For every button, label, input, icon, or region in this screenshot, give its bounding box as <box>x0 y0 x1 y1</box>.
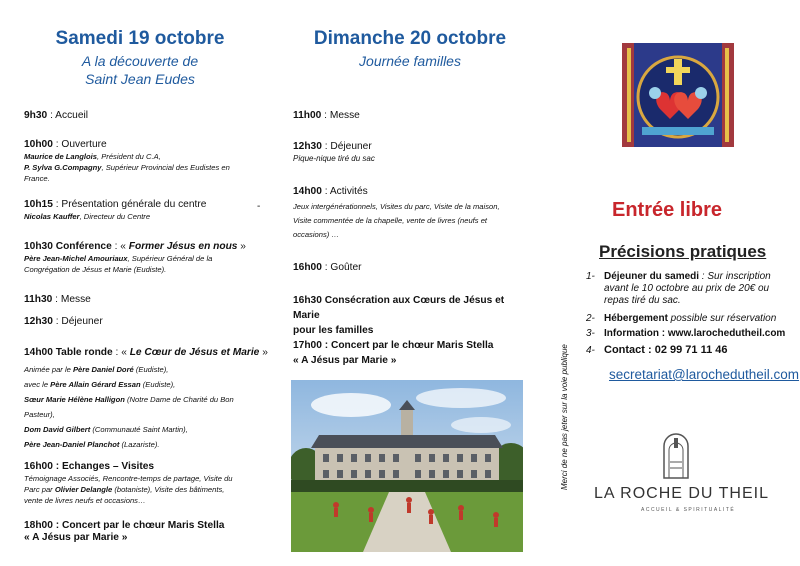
sun-event-messe: 11h00 : Messe <box>293 110 360 121</box>
saturday-subtitle-2: Saint Jean Eudes <box>85 71 195 87</box>
precisions-title: Précisions pratiques <box>599 242 767 261</box>
sat-event-dejeuner: 12h30 : Déjeuner <box>24 316 103 327</box>
item-3-num: 3- <box>586 328 595 339</box>
item-1: Déjeuner du samedi : Sur inscription avant le 10 octobre au prix de 20€ ou repas tiré du sac. <box>604 271 771 306</box>
dash-mark: - <box>257 201 261 212</box>
sat-event-ouverture: 10h00 : Ouverture Maurice de Langlois, Président du C.A, P. Sylva G.Compagny, Supérieur Provincial des Eudistes en France. <box>24 139 230 183</box>
sunday-subtitle: Journée familles <box>359 53 461 69</box>
logo-tagline: ACCUEIL & SPIRITUALITÉ <box>641 507 736 513</box>
sun-event-activites: 14h00 : Activités Jeux intergénérationnels, Visites du parc, Visite de la maison, Visite commentée de la chapelle, vente de livres (neufs et occasions) … <box>293 186 500 239</box>
logo-name: LA ROCHE DU THEIL <box>594 485 769 502</box>
saturday-subtitle-1: A la découverte de <box>81 53 199 69</box>
item-4-num: 4- <box>586 345 595 356</box>
sat-event-conference: 10h30 Conférence : « Former Jésus en nous » Père Jean-Michel Amouriaux, Supérieur Général de la Congrégation de Jésus et Marie (Eudiste). <box>24 241 246 274</box>
sun-event-dejeuner: 12h30 : Déjeuner Pique-nique tiré du sac <box>293 141 375 163</box>
sun-event-consecration: 16h30 Consécration aux Cœurs de Jésus et Marie pour les familles <box>293 295 505 336</box>
vertical-note: Merci de ne pas jeter sur la voie publique <box>560 344 569 490</box>
sat-event-accueil: 9h30 : Accueil <box>24 110 89 121</box>
sun-event-concert: 17h00 : Concert par le chœur Maris Stella « A Jésus par Marie » <box>293 340 494 366</box>
sunday-title: Dimanche 20 octobre <box>313 28 507 49</box>
item-1-num: 1- <box>586 271 595 282</box>
sun-event-gouter: 16h00 : Goûter <box>293 262 362 273</box>
sat-event-echanges: 16h00 : Echanges – Visites Témoignage Associés, Rencontre-temps de partage, Visite du Parc par Olivier Delangle (botaniste), Visite des bâtiments, vente de livres neufs et occasions… <box>24 461 233 505</box>
saturday-title: Samedi 19 octobre <box>55 28 225 49</box>
item-2-num: 2- <box>586 313 595 324</box>
sat-event-concert: 18h00 : Concert par le chœur Maris Stella « A Jésus par Marie » <box>24 520 225 543</box>
stained-glass-icon <box>622 43 734 147</box>
sat-event-messe: 11h30 : Messe <box>24 294 91 305</box>
email-link[interactable]: secretariat@larochedutheil.com <box>609 367 800 382</box>
roche-logo-icon <box>660 428 692 480</box>
item-2: Hébergement possible sur réservation <box>604 313 777 324</box>
sat-event-table-ronde: 14h00 Table ronde : « Le Cœur de Jésus et Marie » Animée par le Père Daniel Doré (Eudiste), avec le Père Allain Gérard Essan (Eudiste), Sœur Marie Hélène Halligon (Notre Dame de Charité du Bon Pasteur), Dom David Gilbert (Communauté Saint Martin), Père Jean-Daniel Planchot (Lazariste). <box>24 347 268 449</box>
item-3: Information : www.larochedutheil.com <box>604 328 786 339</box>
chateau-photo <box>291 380 523 552</box>
item-4: Contact : 02 99 71 11 46 <box>604 344 728 356</box>
sat-event-presentation: 10h15 : Présentation générale du centre Nicolas Kauffer, Directeur du Centre <box>24 199 207 221</box>
entree-libre: Entrée libre <box>612 199 723 221</box>
